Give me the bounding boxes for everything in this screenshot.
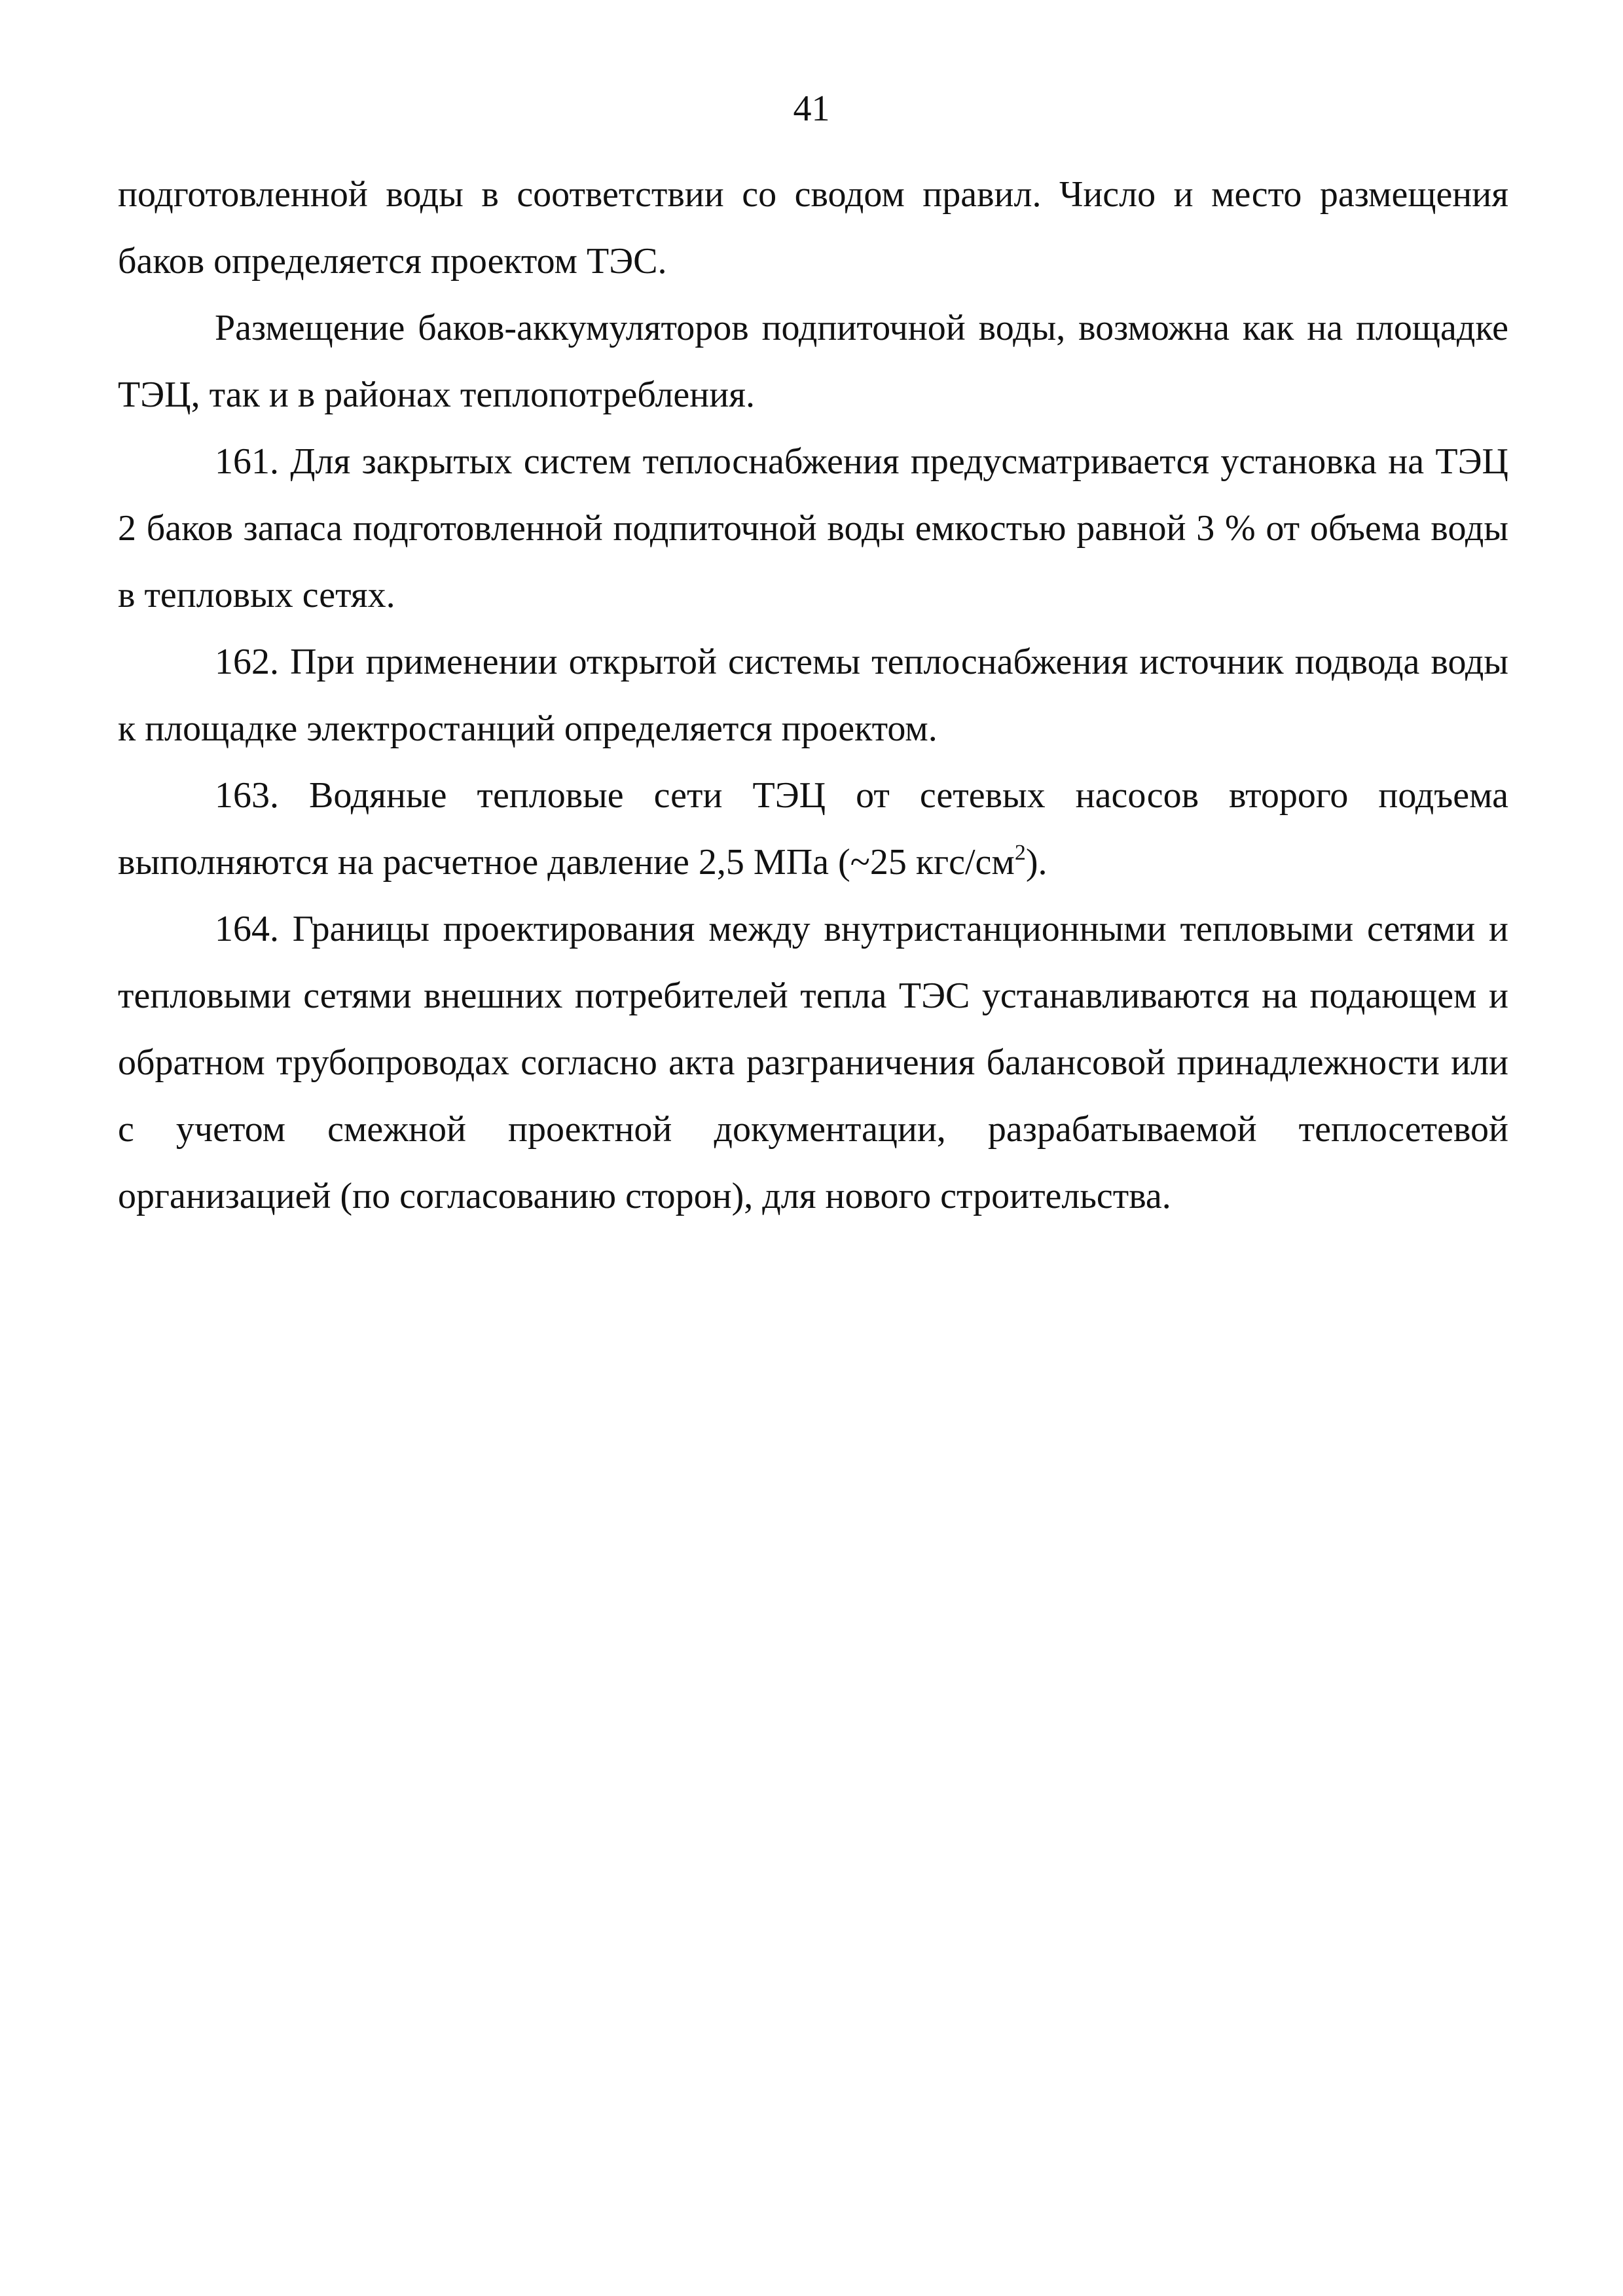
paragraph-163-closing: ). bbox=[1025, 842, 1048, 883]
paragraph-continuation: подготовленной воды в соответствии со сводом правил. Число и место размещения баков определяется проектом ТЭС. bbox=[118, 174, 1508, 282]
paragraph-163-text: 163. Водяные тепловые сети ТЭЦ от сетевых насосов второго подъема выполняются на расчетное давление 2,5 МПа (~25 кгс/см bbox=[118, 775, 1508, 883]
document-body bbox=[118, 161, 1508, 1230]
paragraph-161: 161. Для закрытых систем теплоснабжения предусматривается установка на ТЭЦ 2 баков запаса подготовленной подпиточной воды емкостью равной 3 % от объема воды в тепловых сетях. bbox=[118, 441, 1508, 615]
paragraph-162: 162. При применении открытой системы теплоснабжения источник подвода воды к площадке электростанций определяется проектом. bbox=[118, 642, 1508, 749]
paragraph-164: 164. Границы проектирования между внутристанционными тепловыми сетями и тепловыми сетями внешних потребителей тепла ТЭС устанавливаются на подающем и обратном трубопроводах согласно акта разграничения балансовой принадлежности или с учетом смежной проектной документации, разрабатываемой теплосетевой организацией (по согласованию сторон), для нового строительства. bbox=[118, 909, 1508, 1216]
page-number: 41 bbox=[793, 88, 830, 129]
paragraph-163 bbox=[118, 762, 1508, 896]
superscript-two: 2 bbox=[1014, 841, 1026, 865]
paragraph-tank-placement: Размещение баков-аккумуляторов подпиточной воды, возможна как на площадке ТЭЦ, так и в районах теплопотребления. bbox=[118, 308, 1508, 415]
